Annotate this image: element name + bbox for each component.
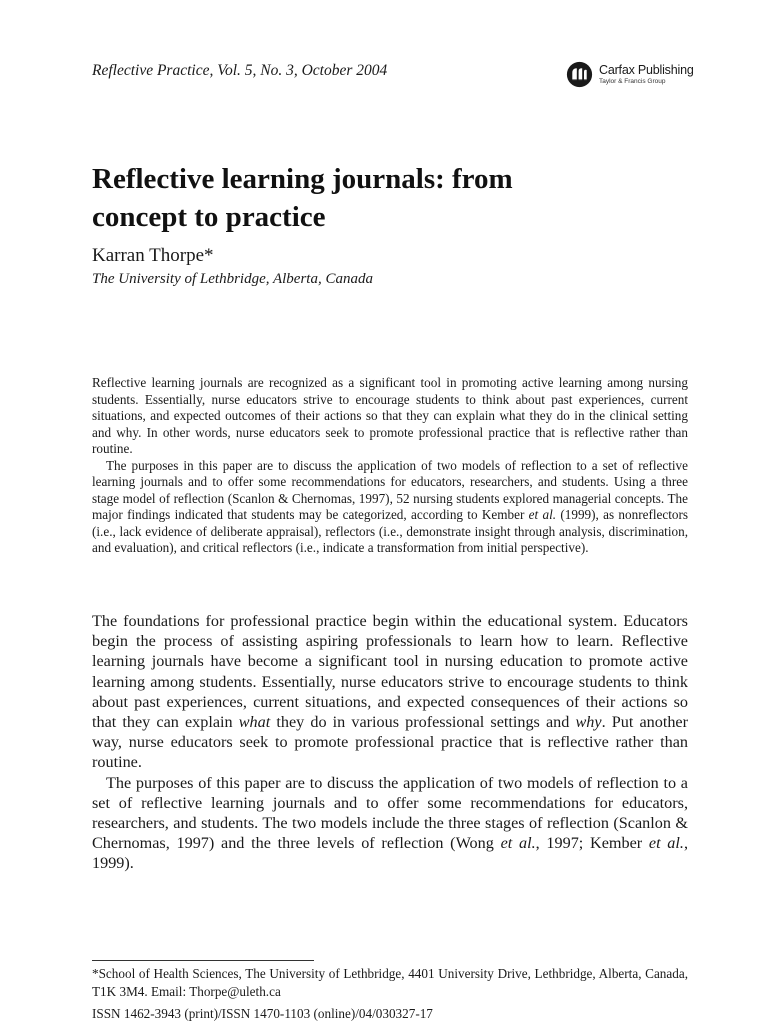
title-line-2: concept to practice [92, 201, 326, 233]
author-footnote-mark: * [204, 245, 214, 266]
article-title [92, 160, 692, 236]
abstract-italic: et al. [528, 507, 557, 522]
body-paragraph-1 [92, 611, 688, 773]
abstract-paragraph-1: Reflective learning journals are recognized as a significant tool in promoting active learning among nursing students. Essentially, nurse educators strive to encourage students to think about past experiences, current situations, and expected outcomes of their actions so that they can explain what they do in the clinical setting and why. In other words, nurse educators seek to promote professional practice that is reflective rather than routine. [92, 375, 688, 456]
abstract-text: (1999), as nonreflectors (i.e., lack evidence of deliberate appraisal), reflectors (i.e., demonstrate insight through analysis, discrimination, and evaluation), and critical reflectors (i.e., indicate a transformation from initial perspective). [92, 507, 689, 555]
footnote [92, 965, 688, 1000]
author-name [92, 245, 214, 267]
body-text: , 1999). [92, 834, 688, 873]
title-line-1: Reflective learning journals: from [92, 163, 513, 195]
publisher-group: Taylor & Francis Group [599, 77, 666, 85]
body-paragraph-2 [92, 773, 688, 874]
body-text: , 1997; Kember [535, 834, 649, 853]
journal-citation: Reflective Practice, Vol. 5, No. 3, October 2004 [92, 62, 388, 79]
body-text: The foundations for professional practice begin within the educational system. Educators begin the process of assisting aspiring professionals to learn how to learn. Reflective learning journals have become a significant tool in nursing education to promote active learning among students. Essentially, nurse educators strive to encourage students to think about past experiences, current situations, and expected consequences of their actions so that they can explain [92, 612, 688, 732]
publisher-branding [566, 61, 694, 88]
body-italic: et al. [500, 834, 536, 853]
body-text: they do in various professional settings and [270, 713, 576, 732]
abstract [92, 375, 688, 557]
carfax-logo-icon [566, 61, 593, 88]
body-italic: et al. [648, 834, 684, 853]
body-text: The purposes of this paper are to discuss the application of two models of reflection to a set of reflective learning journals and to offer some recommendations for educators, researchers, and students. The two models include the three stages of reflection (Scanlon & Chernomas, 1997) and the three levels of reflection (Wong [92, 773, 688, 853]
footnote-text: School of Health Sciences, The University of Lethbridge, 4401 University Drive, Lethbridge, Alberta, Canada, T1K 3M4. Email: Thorpe@uleth.ca [92, 966, 688, 999]
abstract-text: The purposes in this paper are to discuss the application of two models of reflection to a set of reflective learning journals and to offer some recommendations for educators, researchers, and students. Using a three stage model of reflection (Scanlon & Chernomas, 1997), 52 nursing students explored managerial concepts. The major findings indicated that students may be categorized, according to Kember [92, 457, 688, 522]
issn-line: ISSN 1462-3943 (print)/ISSN 1470-1103 (online)/04/030327-17 [92, 1006, 433, 1021]
footnote-mark: * [92, 966, 99, 981]
author-text: Karran Thorpe [92, 245, 205, 266]
article-body [92, 611, 688, 874]
abstract-paragraph-2 [92, 458, 688, 557]
author-affiliation: The University of Lethbridge, Alberta, Canada [92, 271, 373, 287]
body-italic: what [238, 713, 271, 732]
footnote-divider [92, 960, 314, 961]
body-text: . Put another way, nurse educators seek to promote professional practice that is reflective rather than routine. [92, 713, 688, 772]
publisher-name: Carfax Publishing [599, 63, 694, 77]
body-italic: why [575, 713, 602, 732]
